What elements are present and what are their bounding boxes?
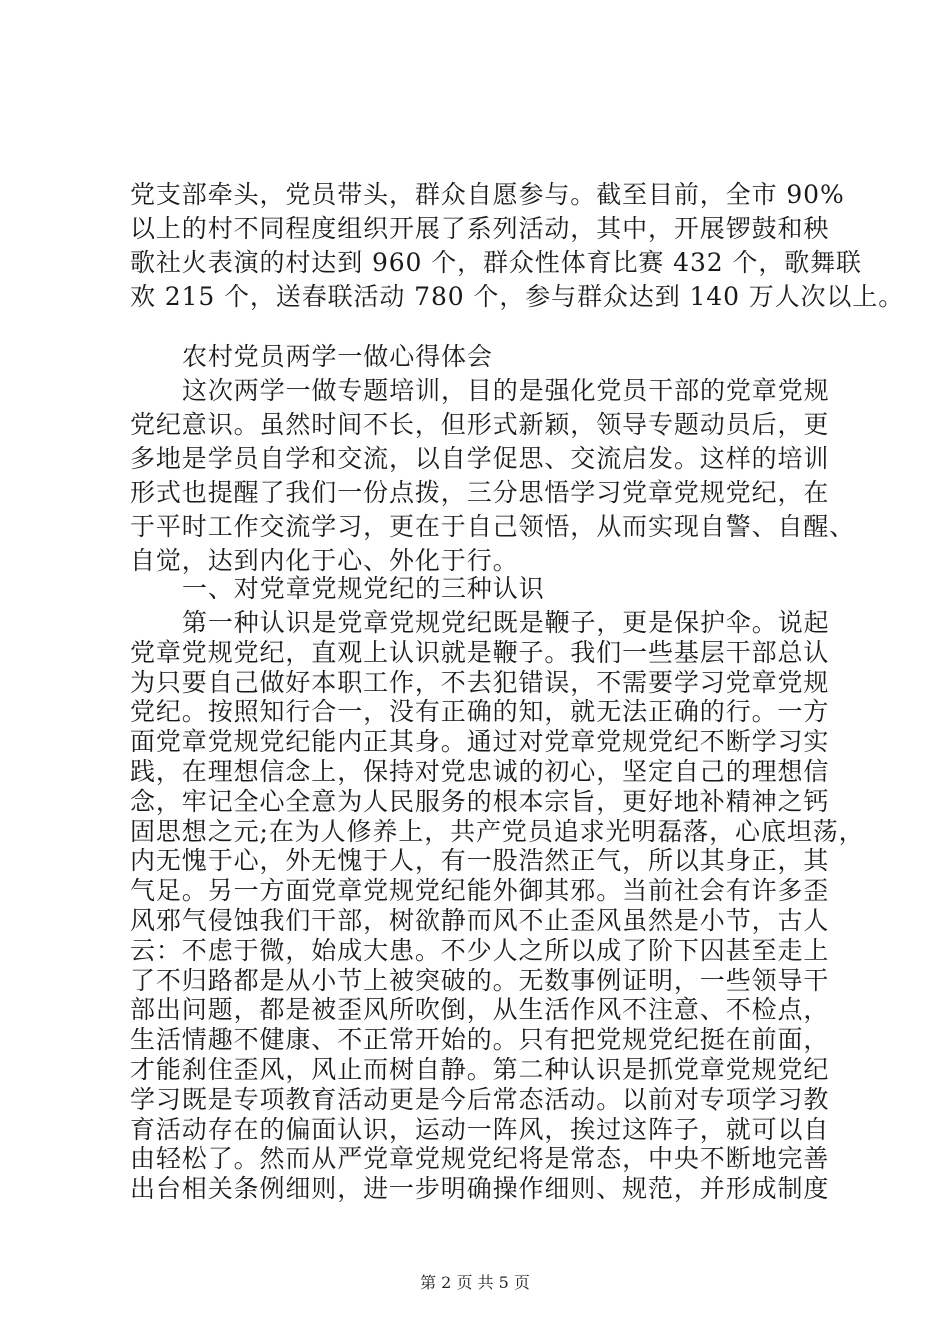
section-line: 由轻松了。然而从严党章党规党纪将是常态，中央不断地完善 <box>130 1144 830 1173</box>
page-number-footer: 第 2 页 共 5 页 <box>420 1273 530 1292</box>
section-line: 第一种认识是党章党规党纪既是鞭子，更是保护伞。说起 <box>182 608 830 637</box>
section-line: 风邪气侵蚀我们干部，树欲静而风不止歪风虽然是小节，古人 <box>130 906 830 935</box>
section-heading: 一、对党章党规党纪的三种认识 <box>182 574 545 603</box>
main-line: 于平时工作交流学习，更在于自己领悟，从而实现自警、自醒、 <box>130 512 856 541</box>
section-line: 为只要自己做好本职工作，不去犯错误，不需要学习党章党规 <box>130 668 830 697</box>
section-line: 学习既是专项教育活动更是今后常态活动。以前对专项学习教 <box>130 1085 830 1114</box>
section-line: 党章党规党纪，直观上认识就是鞭子。我们一些基层干部总认 <box>130 638 830 667</box>
section-line: 气足。另一方面党章党规党纪能外御其邪。当前社会有许多歪 <box>130 876 830 905</box>
section-line: 云：不虑于微，始成大患。不少人之所以成了阶下囚甚至走上 <box>130 936 830 965</box>
main-line: 多地是学员自学和交流，以自学促思、交流启发。这样的培训 <box>130 444 830 473</box>
section-line: 出台相关条例细则，进一步明确操作细则、规范，并形成制度 <box>130 1174 830 1203</box>
section-line: 部出问题，都是被歪风所吹倒，从生活作风不注意、不检点， <box>130 995 830 1024</box>
main-line: 党纪意识。虽然时间不长，但形式新颖，领导专题动员后，更 <box>130 410 830 439</box>
section-line: 育活动存在的偏面认识，运动一阵风，挨过这阵子，就可以自 <box>130 1115 830 1144</box>
intro-line: 以上的村不同程度组织开展了系列活动，其中，开展锣鼓和秧 <box>130 214 830 243</box>
main-line: 这次两学一做专题培训，目的是强化党员干部的党章党规 <box>182 376 830 405</box>
section-line: 内无愧于心，外无愧于人，有一股浩然正气，所以其身正，其 <box>130 846 830 875</box>
section-line: 党纪。按照知行合一，没有正确的知，就无法正确的行。一方 <box>130 697 830 726</box>
section-line: 了不归路都是从小节上被突破的。无数事例证明，一些领导干 <box>130 966 830 995</box>
main-line: 形式也提醒了我们一份点拨，三分思悟学习党章党规党纪，在 <box>130 478 830 507</box>
section-line: 固思想之元;在为人修养上，共产党员追求光明磊落，心底坦荡， <box>130 817 865 846</box>
article-title: 农村党员两学一做心得体会 <box>182 342 493 371</box>
main-line: 自觉，达到内化于心、外化于行。 <box>130 546 519 575</box>
section-line: 践，在理想信念上，保持对党忠诚的初心，坚定自己的理想信 <box>130 757 830 786</box>
section-line: 才能刹住歪风，风止而树自静。第二种认识是抓党章党规党纪 <box>130 1055 830 1084</box>
section-line: 面党章党规党纪能内正其身。通过对党章党规党纪不断学习实 <box>130 727 830 756</box>
intro-line: 欢 215 个，送春联活动 780 个，参与群众达到 140 万人次以上。 <box>130 282 905 311</box>
intro-line: 党支部牵头，党员带头，群众自愿参与。截至目前，全市 90% <box>130 180 845 209</box>
intro-line: 歌社火表演的村达到 960 个，群众性体育比赛 432 个，歌舞联 <box>130 248 862 277</box>
section-line: 生活情趣不健康、不正常开始的。只有把党规党纪挺在前面， <box>130 1025 830 1054</box>
section-line: 念，牢记全心全意为人民服务的根本宗旨，更好地补精神之钙 <box>130 787 830 816</box>
